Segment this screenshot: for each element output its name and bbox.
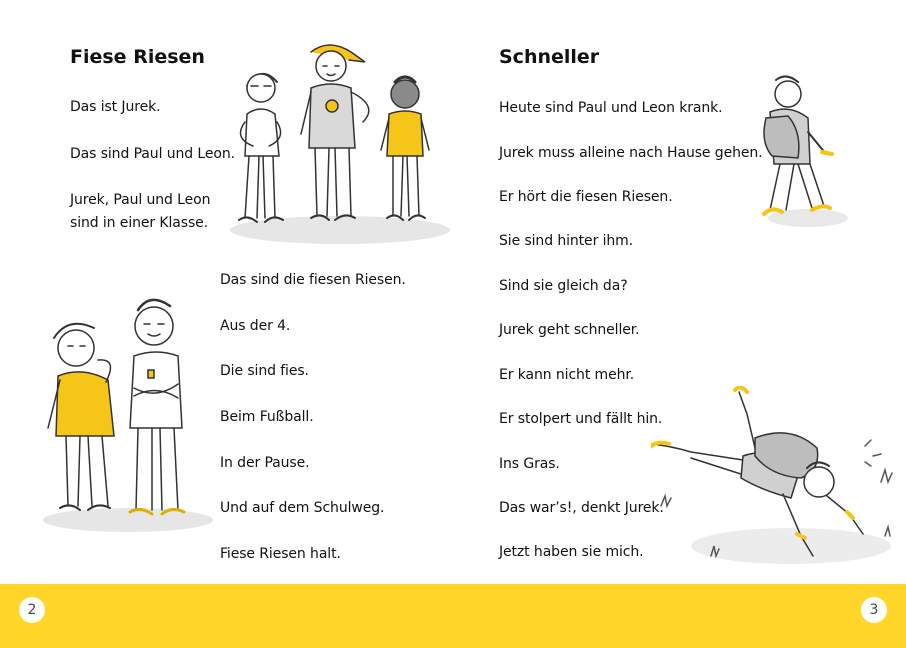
- text-line: Ins Gras.: [499, 456, 560, 472]
- text-line: Jurek muss alleine nach Hause gehen.: [499, 145, 763, 161]
- text-line: In der Pause.: [220, 455, 310, 471]
- text-line: Er stolpert und fällt hin.: [499, 411, 663, 427]
- text-line: Jetzt haben sie mich.: [499, 544, 644, 560]
- right-page: [453, 0, 906, 584]
- text-line: Und auf dem Schulweg.: [220, 500, 385, 516]
- story-title-right: Schneller: [499, 46, 600, 68]
- text-line: Beim Fußball.: [220, 409, 314, 425]
- left-page: [0, 0, 453, 584]
- footer-band: [0, 584, 906, 648]
- page-number-right: 3: [861, 597, 887, 623]
- text-line: Fiese Riesen halt.: [220, 546, 341, 562]
- text-line: Die sind fies.: [220, 363, 309, 379]
- text-line: Jurek geht schneller.: [499, 322, 640, 338]
- walking-boy-illustration: [758, 72, 848, 230]
- text-line: Das sind die fiesen Riesen.: [220, 272, 406, 288]
- text-line: Das sind Paul und Leon.: [70, 146, 235, 162]
- text-line: Das ist Jurek.: [70, 99, 161, 115]
- falling-boy-illustration: [651, 386, 901, 578]
- text-line: sind in einer Klasse.: [70, 215, 209, 231]
- text-line: Jurek, Paul und Leon: [70, 192, 211, 208]
- text-line: Sie sind hinter ihm.: [499, 233, 634, 249]
- text-line: Das war’s!, denkt Jurek.: [499, 500, 664, 516]
- text-line: Aus der 4.: [220, 318, 291, 334]
- two-bullies-illustration: [38, 288, 213, 536]
- story-title-left: Fiese Riesen: [70, 46, 205, 68]
- text-line: Heute sind Paul und Leon krank.: [499, 100, 723, 116]
- three-boys-illustration: [225, 38, 455, 250]
- text-line: Er hört die fiesen Riesen.: [499, 189, 673, 205]
- text-line: Sind sie gleich da?: [499, 278, 628, 294]
- text-line: Er kann nicht mehr.: [499, 367, 635, 383]
- page-number-left: 2: [19, 597, 45, 623]
